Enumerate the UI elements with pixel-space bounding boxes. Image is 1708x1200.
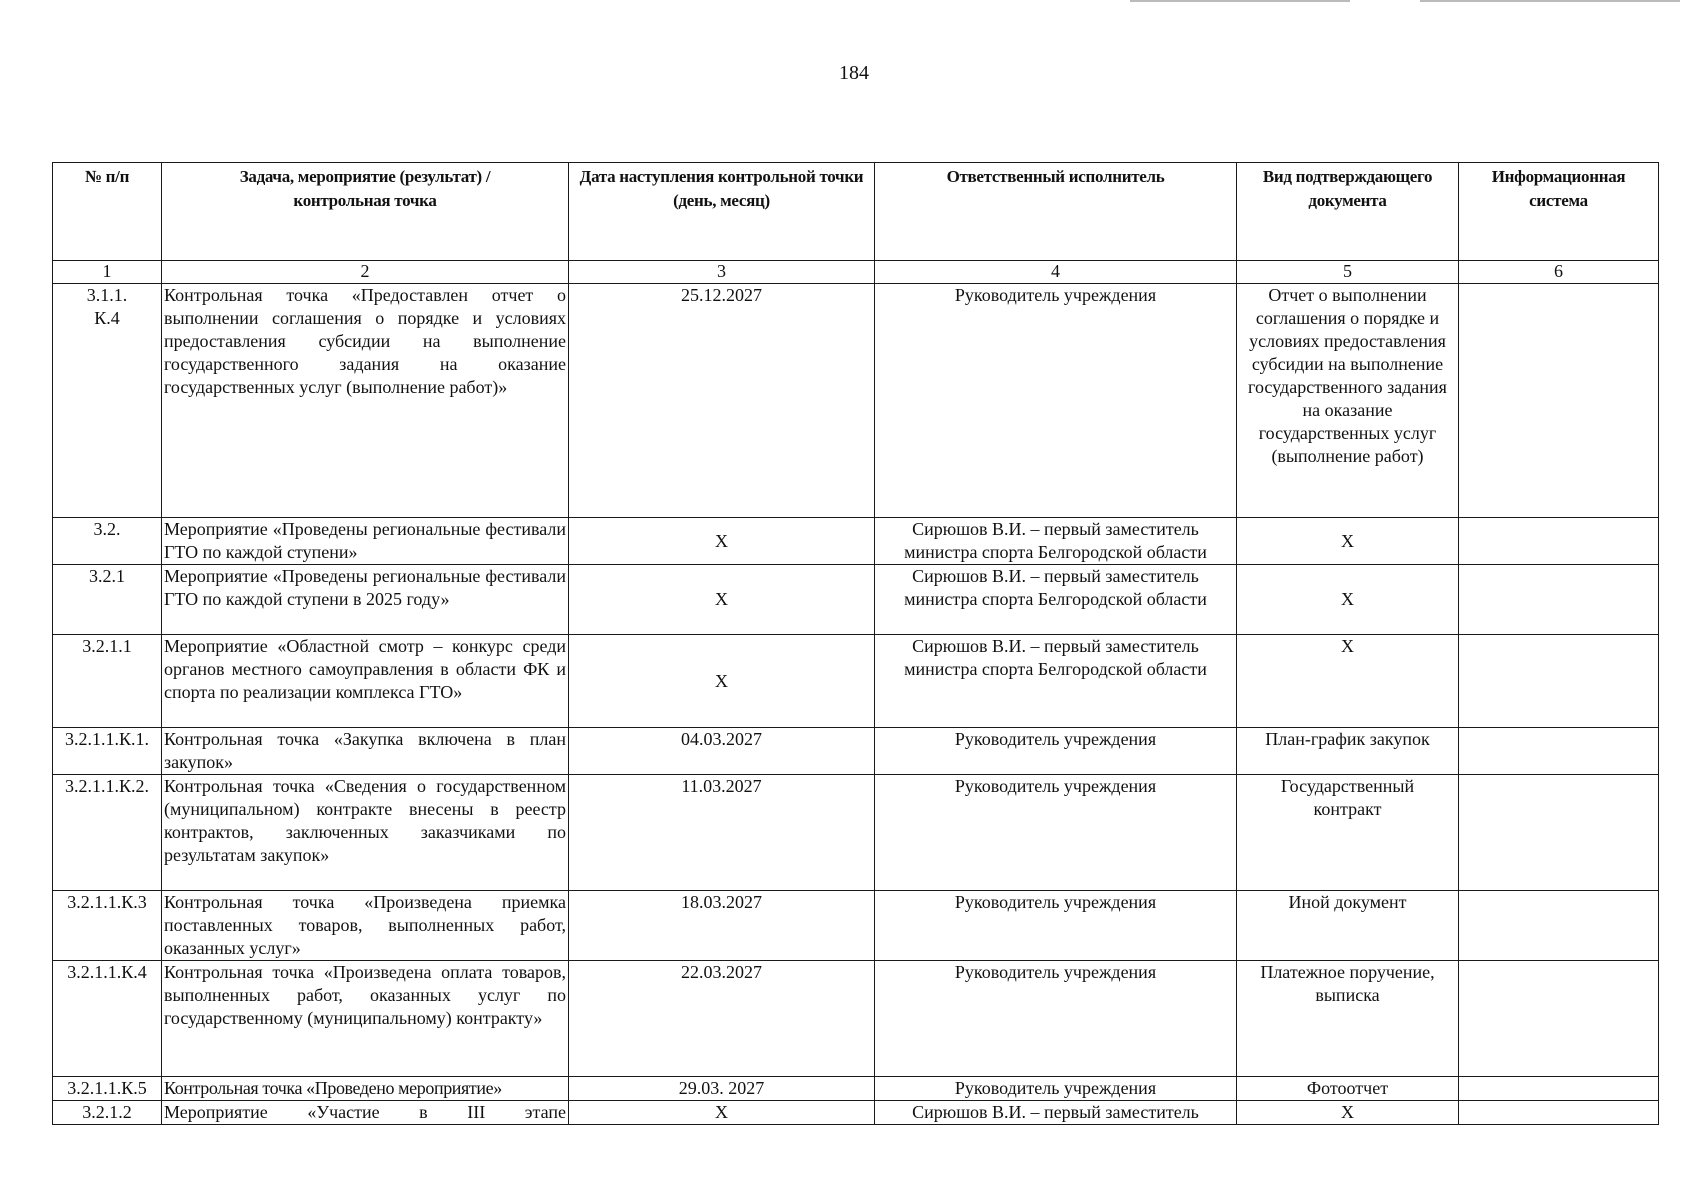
page-number: 184 [839, 62, 869, 84]
row-date: 22.03.2027 [569, 961, 875, 1077]
row-number: 3.2.1.1.К.5 [53, 1077, 162, 1101]
row-date: 18.03.2027 [569, 891, 875, 961]
table-row [53, 728, 1659, 775]
row-task: Мероприятие «Проведены региональные фестивали ГТО по каждой ступени в 2025 году» [162, 565, 569, 635]
row-number: 3.2.1.1.К.4 [53, 961, 162, 1077]
table-row [53, 1101, 1659, 1125]
table-row [53, 284, 1659, 518]
row-document: Государственный контракт [1237, 775, 1459, 891]
column-number: 1 [53, 261, 162, 284]
row-date: X [569, 1101, 875, 1125]
table-row [53, 775, 1659, 891]
row-number: 3.2. [53, 518, 162, 565]
column-number: 2 [162, 261, 569, 284]
row-date: 25.12.2027 [569, 284, 875, 518]
header-row [53, 163, 1659, 261]
row-executor: Руководитель учреждения [875, 1077, 1237, 1101]
column-number: 6 [1459, 261, 1659, 284]
row-number: 3.2.1.1.К.2. [53, 775, 162, 891]
row-number: 3.1.1. К.4 [53, 284, 162, 518]
table-row [53, 961, 1659, 1077]
header-document-type: Вид подтверждающего документа [1237, 163, 1459, 261]
header-executor: Ответственный исполнитель [875, 163, 1237, 261]
control-points-table [52, 162, 1659, 1125]
table-row [53, 635, 1659, 728]
header-date: Дата наступления контрольной точки (день, месяц) [569, 163, 875, 261]
row-system [1459, 565, 1659, 635]
row-number: 3.2.1.1.К.1. [53, 728, 162, 775]
column-number: 3 [569, 261, 875, 284]
header-info-system: Информационная система [1459, 163, 1659, 261]
column-number: 4 [875, 261, 1237, 284]
row-date: X [569, 565, 875, 635]
row-executor: Сирюшов В.И. – первый заместитель министра спорта Белгородской области [875, 518, 1237, 565]
row-document: Отчет о выполнении соглашения о порядке и условиях предоставления субсидии на выполнение государственного задания на оказание государственных услуг (выполнение работ) [1237, 284, 1459, 518]
row-executor: Руководитель учреждения [875, 961, 1237, 1077]
row-number: 3.2.1.1.К.3 [53, 891, 162, 961]
row-executor: Руководитель учреждения [875, 775, 1237, 891]
table-row [53, 518, 1659, 565]
row-task: Контрольная точка «Сведения о государственном (муниципальном) контракте внесены в реестр контрактов, заключенных заказчиками по результатам закупок» [162, 775, 569, 891]
row-date: 11.03.2027 [569, 775, 875, 891]
row-document: X [1237, 1101, 1459, 1125]
row-system [1459, 284, 1659, 518]
row-executor: Сирюшов В.И. – первый заместитель министра спорта Белгородской области [875, 565, 1237, 635]
column-number: 5 [1237, 261, 1459, 284]
row-system [1459, 961, 1659, 1077]
row-system [1459, 891, 1659, 961]
row-task: Контрольная точка «Предоставлен отчет о выполнении соглашения о порядке и условиях предоставления субсидии на выполнение государственного задания на оказание государственных услуг (выполнение работ)» [162, 284, 569, 518]
row-document: Фотоотчет [1237, 1077, 1459, 1101]
row-document: Платежное поручение, выписка [1237, 961, 1459, 1077]
row-task: Мероприятие «Участие в III этапе [162, 1101, 569, 1125]
row-system [1459, 1101, 1659, 1125]
row-system [1459, 728, 1659, 775]
row-system [1459, 518, 1659, 565]
scan-artifact-line [1130, 0, 1350, 2]
row-document: X [1237, 565, 1459, 635]
row-task: Мероприятие «Областной смотр – конкурс среди органов местного самоуправления в области ФК и спорта по реализации комплекса ГТО» [162, 635, 569, 728]
row-document: X [1237, 518, 1459, 565]
row-document: Иной документ [1237, 891, 1459, 961]
table-row [53, 1077, 1659, 1101]
row-system [1459, 635, 1659, 728]
row-system [1459, 1077, 1659, 1101]
row-executor: Сирюшов В.И. – первый заместитель [875, 1101, 1237, 1125]
column-numbers-row [53, 261, 1659, 284]
row-task: Мероприятие «Проведены региональные фестивали ГТО по каждой ступени» [162, 518, 569, 565]
row-task: Контрольная точка «Проведено мероприятие» [162, 1077, 569, 1101]
row-document: План-график закупок [1237, 728, 1459, 775]
row-task: Контрольная точка «Закупка включена в план закупок» [162, 728, 569, 775]
row-executor: Руководитель учреждения [875, 891, 1237, 961]
row-number: 3.2.1 [53, 565, 162, 635]
scan-artifact-line [1420, 0, 1680, 2]
header-task: Задача, мероприятие (результат) / контрольная точка [162, 163, 569, 261]
row-date: X [569, 518, 875, 565]
table-row [53, 891, 1659, 961]
row-task: Контрольная точка «Произведена оплата товаров, выполненных работ, оказанных услуг по государственному (муниципальному) контракту» [162, 961, 569, 1077]
table-row [53, 565, 1659, 635]
row-date: X [569, 635, 875, 728]
row-document: X [1237, 635, 1459, 728]
row-executor: Руководитель учреждения [875, 284, 1237, 518]
row-date: 29.03. 2027 [569, 1077, 875, 1101]
row-task: Контрольная точка «Произведена приемка поставленных товаров, выполненных работ, оказанных услуг» [162, 891, 569, 961]
row-number: 3.2.1.1 [53, 635, 162, 728]
row-system [1459, 775, 1659, 891]
row-executor: Сирюшов В.И. – первый заместитель министра спорта Белгородской области [875, 635, 1237, 728]
row-number: 3.2.1.2 [53, 1101, 162, 1125]
header-number: № п/п [53, 163, 162, 261]
row-executor: Руководитель учреждения [875, 728, 1237, 775]
row-date: 04.03.2027 [569, 728, 875, 775]
